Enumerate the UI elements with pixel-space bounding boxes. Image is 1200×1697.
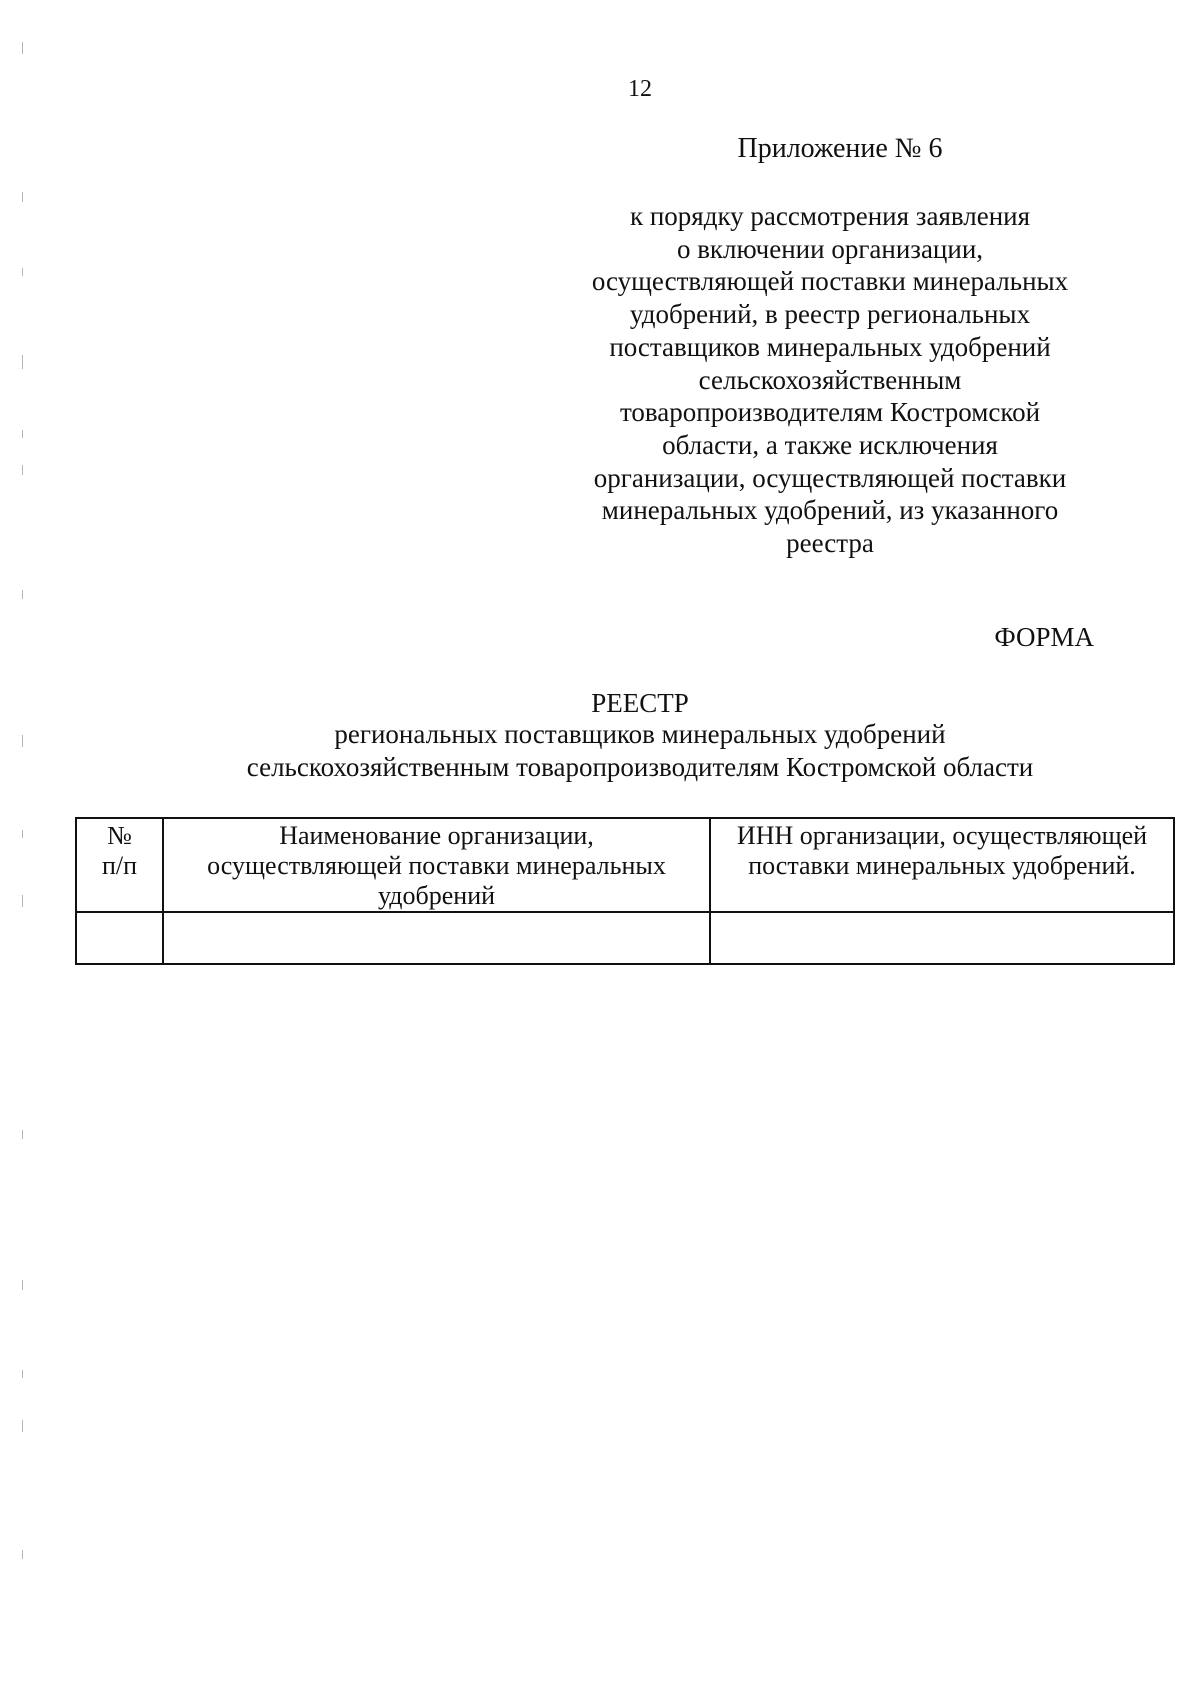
appendix-subtitle-line: организации, осуществляющей поставки [593, 462, 1067, 493]
header-inn-line: поставки минеральных удобрений. [748, 851, 1136, 880]
registry-table [75, 817, 1175, 965]
header-organization-name-line: осуществляющей поставки минеральных [207, 851, 666, 880]
form-label: ФОРМА [994, 622, 1094, 652]
header-number-line: п/п [101, 851, 138, 880]
table-header-row [76, 818, 1174, 912]
appendix-subtitle-line: удобрений, в реестр региональных [629, 299, 1031, 330]
header-number [76, 818, 163, 912]
header-number-line: № [107, 821, 132, 850]
appendix-subtitle-line: к порядку рассмотрения заявления [629, 201, 1031, 231]
registry-title: РЕЕСТР [591, 688, 689, 718]
table-cell-number [76, 912, 163, 964]
table-row [76, 912, 1174, 964]
appendix-subtitle-line: поставщиков минеральных удобрений [609, 331, 1051, 362]
registry-subtitle-line: региональных поставщиков минеральных удобрений [334, 719, 946, 749]
header-organization-name-line: удобрений [377, 881, 496, 910]
header-organization-name [163, 818, 710, 912]
appendix-subtitle-line: области, а также исключения [662, 429, 998, 460]
table-cell-organization-name [163, 912, 710, 964]
header-organization-name-line: Наименование организации, [279, 821, 594, 850]
appendix-subtitle-line: товаропроизводителям Костромской [619, 397, 1041, 428]
page-number: 12 [628, 76, 652, 102]
header-inn [710, 818, 1174, 912]
appendix-subtitle [560, 200, 1100, 560]
appendix-subtitle-line: минеральных удобрений, из указанного [601, 495, 1059, 526]
appendix-subtitle-line: осуществляющей поставки минеральных [591, 266, 1069, 297]
header-inn-line: ИНН организации, осуществляющей [736, 821, 1148, 850]
registry-subtitle-line: сельскохозяйственным товаропроизводителям Костромской области [246, 752, 1034, 782]
appendix-subtitle-line: реестра [786, 528, 874, 559]
appendix-title: Приложение № 6 [737, 133, 943, 164]
table-cell-inn [710, 912, 1174, 964]
appendix-subtitle-line: сельскохозяйственным [698, 364, 962, 395]
registry-subtitle [100, 718, 1180, 784]
appendix-subtitle-line: о включении организации, [676, 233, 984, 264]
